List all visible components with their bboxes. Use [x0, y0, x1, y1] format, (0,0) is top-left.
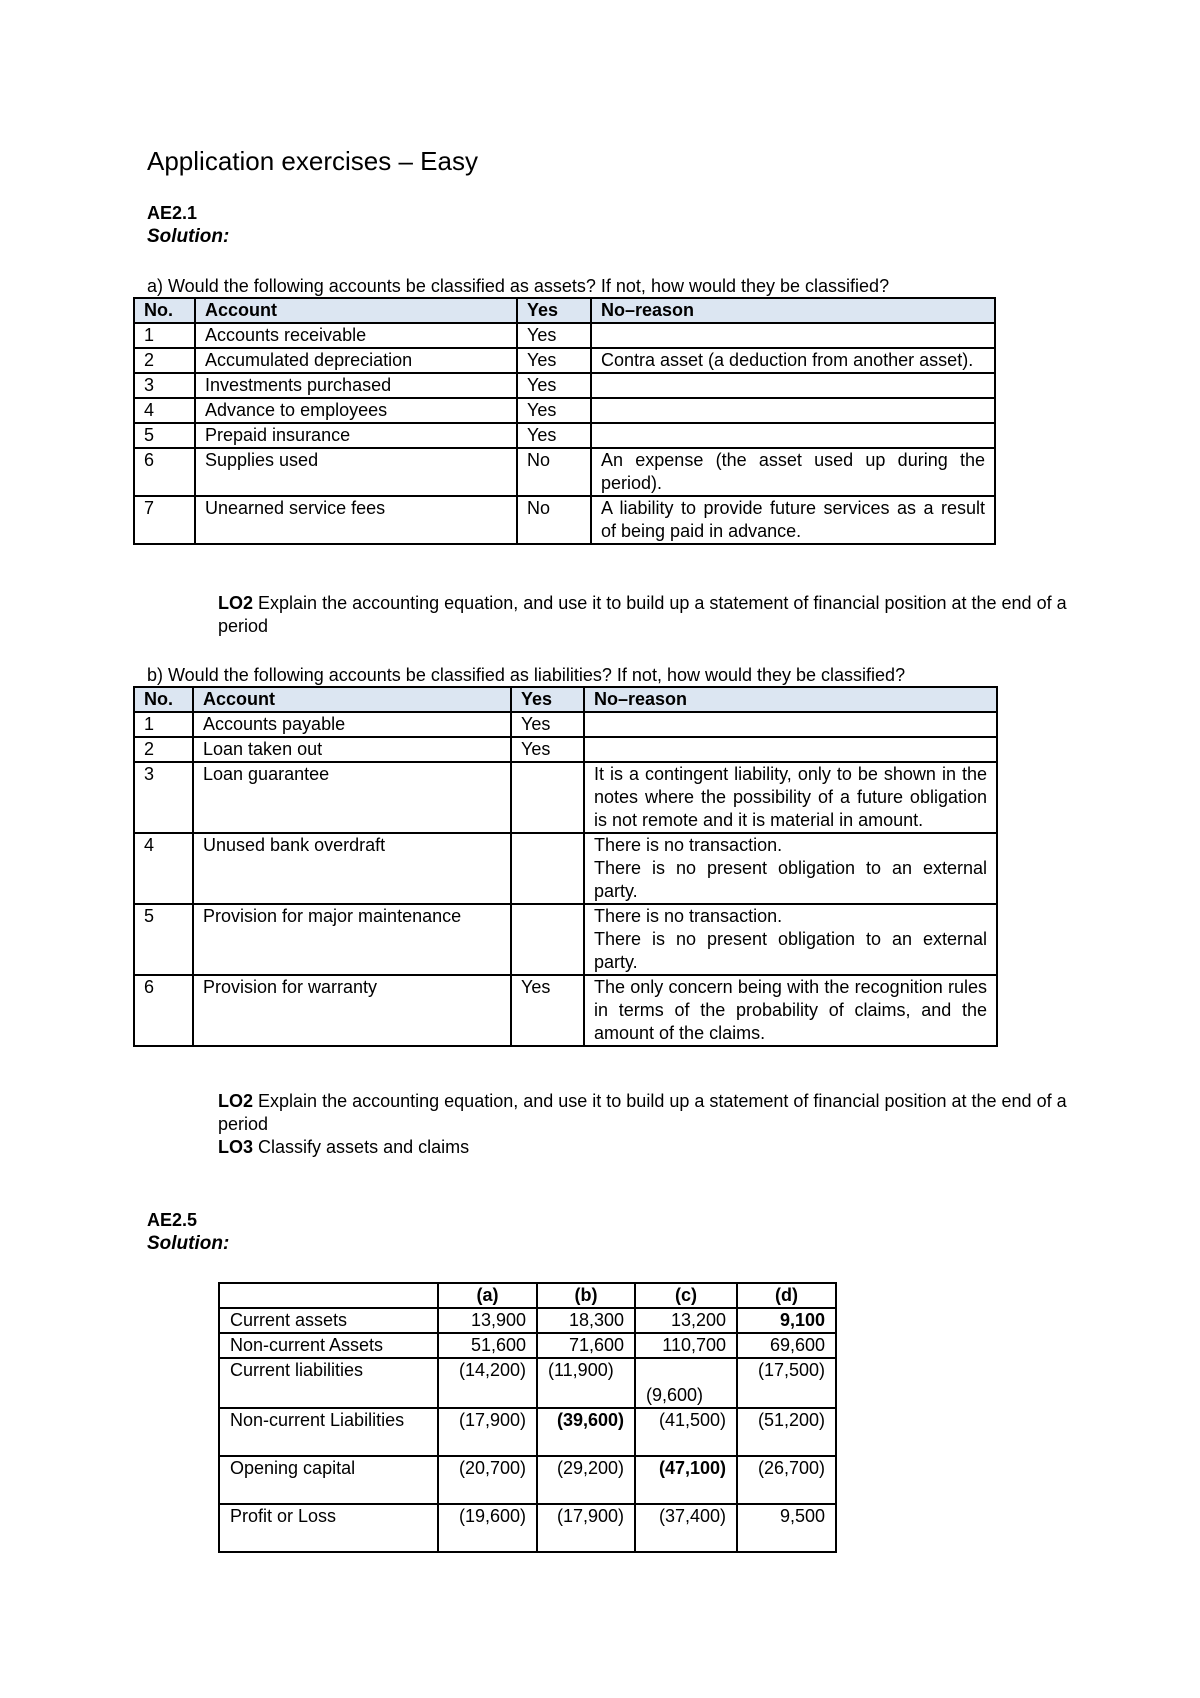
row-reason — [584, 737, 997, 762]
reason-line-1: There is no transaction. — [594, 835, 783, 855]
row-label: Profit or Loss — [219, 1504, 438, 1552]
row-reason — [584, 904, 997, 975]
cell-c: (9,600) — [635, 1358, 737, 1408]
solution-label-ae21: Solution: — [147, 226, 230, 247]
cell-d: 9,100 — [737, 1308, 836, 1333]
row-yes — [511, 833, 584, 904]
row-reason — [584, 833, 997, 904]
assets-classification-table — [133, 297, 996, 545]
col-header-d: (d) — [737, 1283, 836, 1308]
lo-code: LO2 — [218, 1091, 254, 1111]
table-row — [219, 1308, 836, 1333]
row-reason — [591, 373, 995, 398]
table-header-row — [134, 687, 997, 712]
table-row — [219, 1333, 836, 1358]
cell-a: (17,900) — [438, 1408, 537, 1456]
row-account: Prepaid insurance — [195, 423, 517, 448]
question-b: b) Would the following accounts be classified as liabilities? If not, how would they be classified? — [147, 665, 906, 685]
table-row — [134, 904, 997, 975]
row-account: Unused bank overdraft — [193, 833, 511, 904]
row-yes: Yes — [511, 712, 584, 737]
row-label: Current liabilities — [219, 1358, 438, 1408]
row-reason — [584, 712, 997, 737]
learning-outcomes-b — [218, 1090, 1098, 1159]
cell-a: (20,700) — [438, 1456, 537, 1504]
table-row — [134, 833, 997, 904]
table-row — [134, 448, 995, 496]
table-row — [134, 762, 997, 833]
exercise-code-ae25: AE2.5 — [147, 1210, 198, 1230]
cell-a: 13,900 — [438, 1308, 537, 1333]
col-header-account: Account — [193, 687, 511, 712]
cell-a: 51,600 — [438, 1333, 537, 1358]
solution-label-ae25: Solution: — [147, 1233, 230, 1254]
row-reason — [591, 423, 995, 448]
cell-b: 18,300 — [537, 1308, 635, 1333]
row-yes: Yes — [511, 975, 584, 1046]
row-reason — [591, 398, 995, 423]
corner-cell — [219, 1283, 438, 1308]
table-row — [134, 975, 997, 1046]
reason-line-2: There is no present obligation to an external party. — [594, 929, 987, 972]
cell-d: 69,600 — [737, 1333, 836, 1358]
cell-d: (51,200) — [737, 1408, 836, 1456]
cell-b: (11,900) — [537, 1358, 635, 1408]
col-header-c: (c) — [635, 1283, 737, 1308]
row-yes: Yes — [517, 348, 591, 373]
row-no: 6 — [134, 448, 195, 496]
cell-b: (29,200) — [537, 1456, 635, 1504]
cell-d: 9,500 — [737, 1504, 836, 1552]
col-header-b: (b) — [537, 1283, 635, 1308]
row-no: 5 — [134, 423, 195, 448]
row-account: Accounts receivable — [195, 323, 517, 348]
row-yes: Yes — [511, 737, 584, 762]
col-header-no: No. — [134, 687, 193, 712]
row-reason: A liability to provide future services as a result of being paid in advance. — [591, 496, 995, 544]
table-header-row — [134, 298, 995, 323]
cell-c: 110,700 — [635, 1333, 737, 1358]
cell-b: (39,600) — [537, 1408, 635, 1456]
row-yes — [511, 904, 584, 975]
table-row — [219, 1456, 836, 1504]
table-row — [134, 712, 997, 737]
question-a: a) Would the following accounts be classified as assets? If not, how would they be classified? — [147, 276, 890, 296]
row-label: Non-current Liabilities — [219, 1408, 438, 1456]
table-row — [134, 496, 995, 544]
table-row — [219, 1504, 836, 1552]
row-no: 3 — [134, 762, 193, 833]
row-no: 5 — [134, 904, 193, 975]
lo-code: LO2 — [218, 593, 254, 613]
row-yes: Yes — [517, 398, 591, 423]
page-title: Application exercises – Easy — [147, 146, 478, 176]
cell-d: (17,500) — [737, 1358, 836, 1408]
cell-c: (41,500) — [635, 1408, 737, 1456]
col-header-yes: Yes — [511, 687, 584, 712]
reason-line-1: There is no transaction. — [594, 906, 783, 926]
lo-text: Explain the accounting equation, and use it to build up a statement of financial position at the end of a period — [218, 593, 1067, 636]
cell-c: (37,400) — [635, 1504, 737, 1552]
table-row — [134, 398, 995, 423]
row-reason — [591, 323, 995, 348]
row-no: 1 — [134, 323, 195, 348]
row-account: Loan taken out — [193, 737, 511, 762]
cell-b: (17,900) — [537, 1504, 635, 1552]
row-reason: It is a contingent liability, only to be shown in the notes where the possibility of a future obligation is not remote and it is material in amount. — [584, 762, 997, 833]
row-no: 2 — [134, 737, 193, 762]
row-label: Current assets — [219, 1308, 438, 1333]
row-yes: Yes — [517, 373, 591, 398]
table-row — [134, 348, 995, 373]
row-no: 6 — [134, 975, 193, 1046]
col-header-a: (a) — [438, 1283, 537, 1308]
cell-a: (19,600) — [438, 1504, 537, 1552]
row-account: Provision for warranty — [193, 975, 511, 1046]
table-row — [219, 1408, 836, 1456]
row-account: Accumulated depreciation — [195, 348, 517, 373]
row-account: Supplies used — [195, 448, 517, 496]
row-no: 2 — [134, 348, 195, 373]
table-row — [134, 737, 997, 762]
table-row — [134, 423, 995, 448]
row-yes — [511, 762, 584, 833]
exercise-code-ae21: AE2.1 — [147, 203, 198, 223]
col-header-yes: Yes — [517, 298, 591, 323]
row-no: 7 — [134, 496, 195, 544]
cell-c: (47,100) — [635, 1456, 737, 1504]
lo-code: LO3 — [218, 1137, 254, 1157]
row-label: Non-current Assets — [219, 1333, 438, 1358]
col-header-account: Account — [195, 298, 517, 323]
row-yes: No — [517, 448, 591, 496]
row-account: Investments purchased — [195, 373, 517, 398]
liabilities-classification-table — [133, 686, 998, 1047]
table-row — [134, 373, 995, 398]
col-header-no-reason: No–reason — [591, 298, 995, 323]
learning-outcome-lo2-a — [218, 592, 1098, 638]
row-no: 4 — [134, 398, 195, 423]
lo-text: Explain the accounting equation, and use it to build up a statement of financial position at the end of a period — [218, 1091, 1067, 1134]
learning-outcome-lo2-b — [218, 1090, 1098, 1136]
learning-outcome-lo3 — [218, 1136, 1098, 1159]
row-reason: Contra asset (a deduction from another asset). — [591, 348, 995, 373]
financial-position-table — [218, 1282, 837, 1553]
cell-a: (14,200) — [438, 1358, 537, 1408]
row-yes: No — [517, 496, 591, 544]
table-row — [134, 323, 995, 348]
col-header-no: No. — [134, 298, 195, 323]
cell-d: (26,700) — [737, 1456, 836, 1504]
col-header-no-reason: No–reason — [584, 687, 997, 712]
row-account: Unearned service fees — [195, 496, 517, 544]
row-no: 1 — [134, 712, 193, 737]
lo-text: Classify assets and claims — [258, 1137, 470, 1157]
row-account: Advance to employees — [195, 398, 517, 423]
row-account: Loan guarantee — [193, 762, 511, 833]
row-yes: Yes — [517, 423, 591, 448]
row-no: 3 — [134, 373, 195, 398]
reason-line-2: There is no present obligation to an external party. — [594, 858, 987, 901]
row-reason: An expense (the asset used up during the period). — [591, 448, 995, 496]
row-no: 4 — [134, 833, 193, 904]
table-header-row — [219, 1283, 836, 1308]
row-account: Accounts payable — [193, 712, 511, 737]
row-yes: Yes — [517, 323, 591, 348]
row-label: Opening capital — [219, 1456, 438, 1504]
table-row — [219, 1358, 836, 1408]
cell-c: 13,200 — [635, 1308, 737, 1333]
row-reason: The only concern being with the recognition rules in terms of the probability of claims, and the amount of the claims. — [584, 975, 997, 1046]
cell-b: 71,600 — [537, 1333, 635, 1358]
row-account: Provision for major maintenance — [193, 904, 511, 975]
